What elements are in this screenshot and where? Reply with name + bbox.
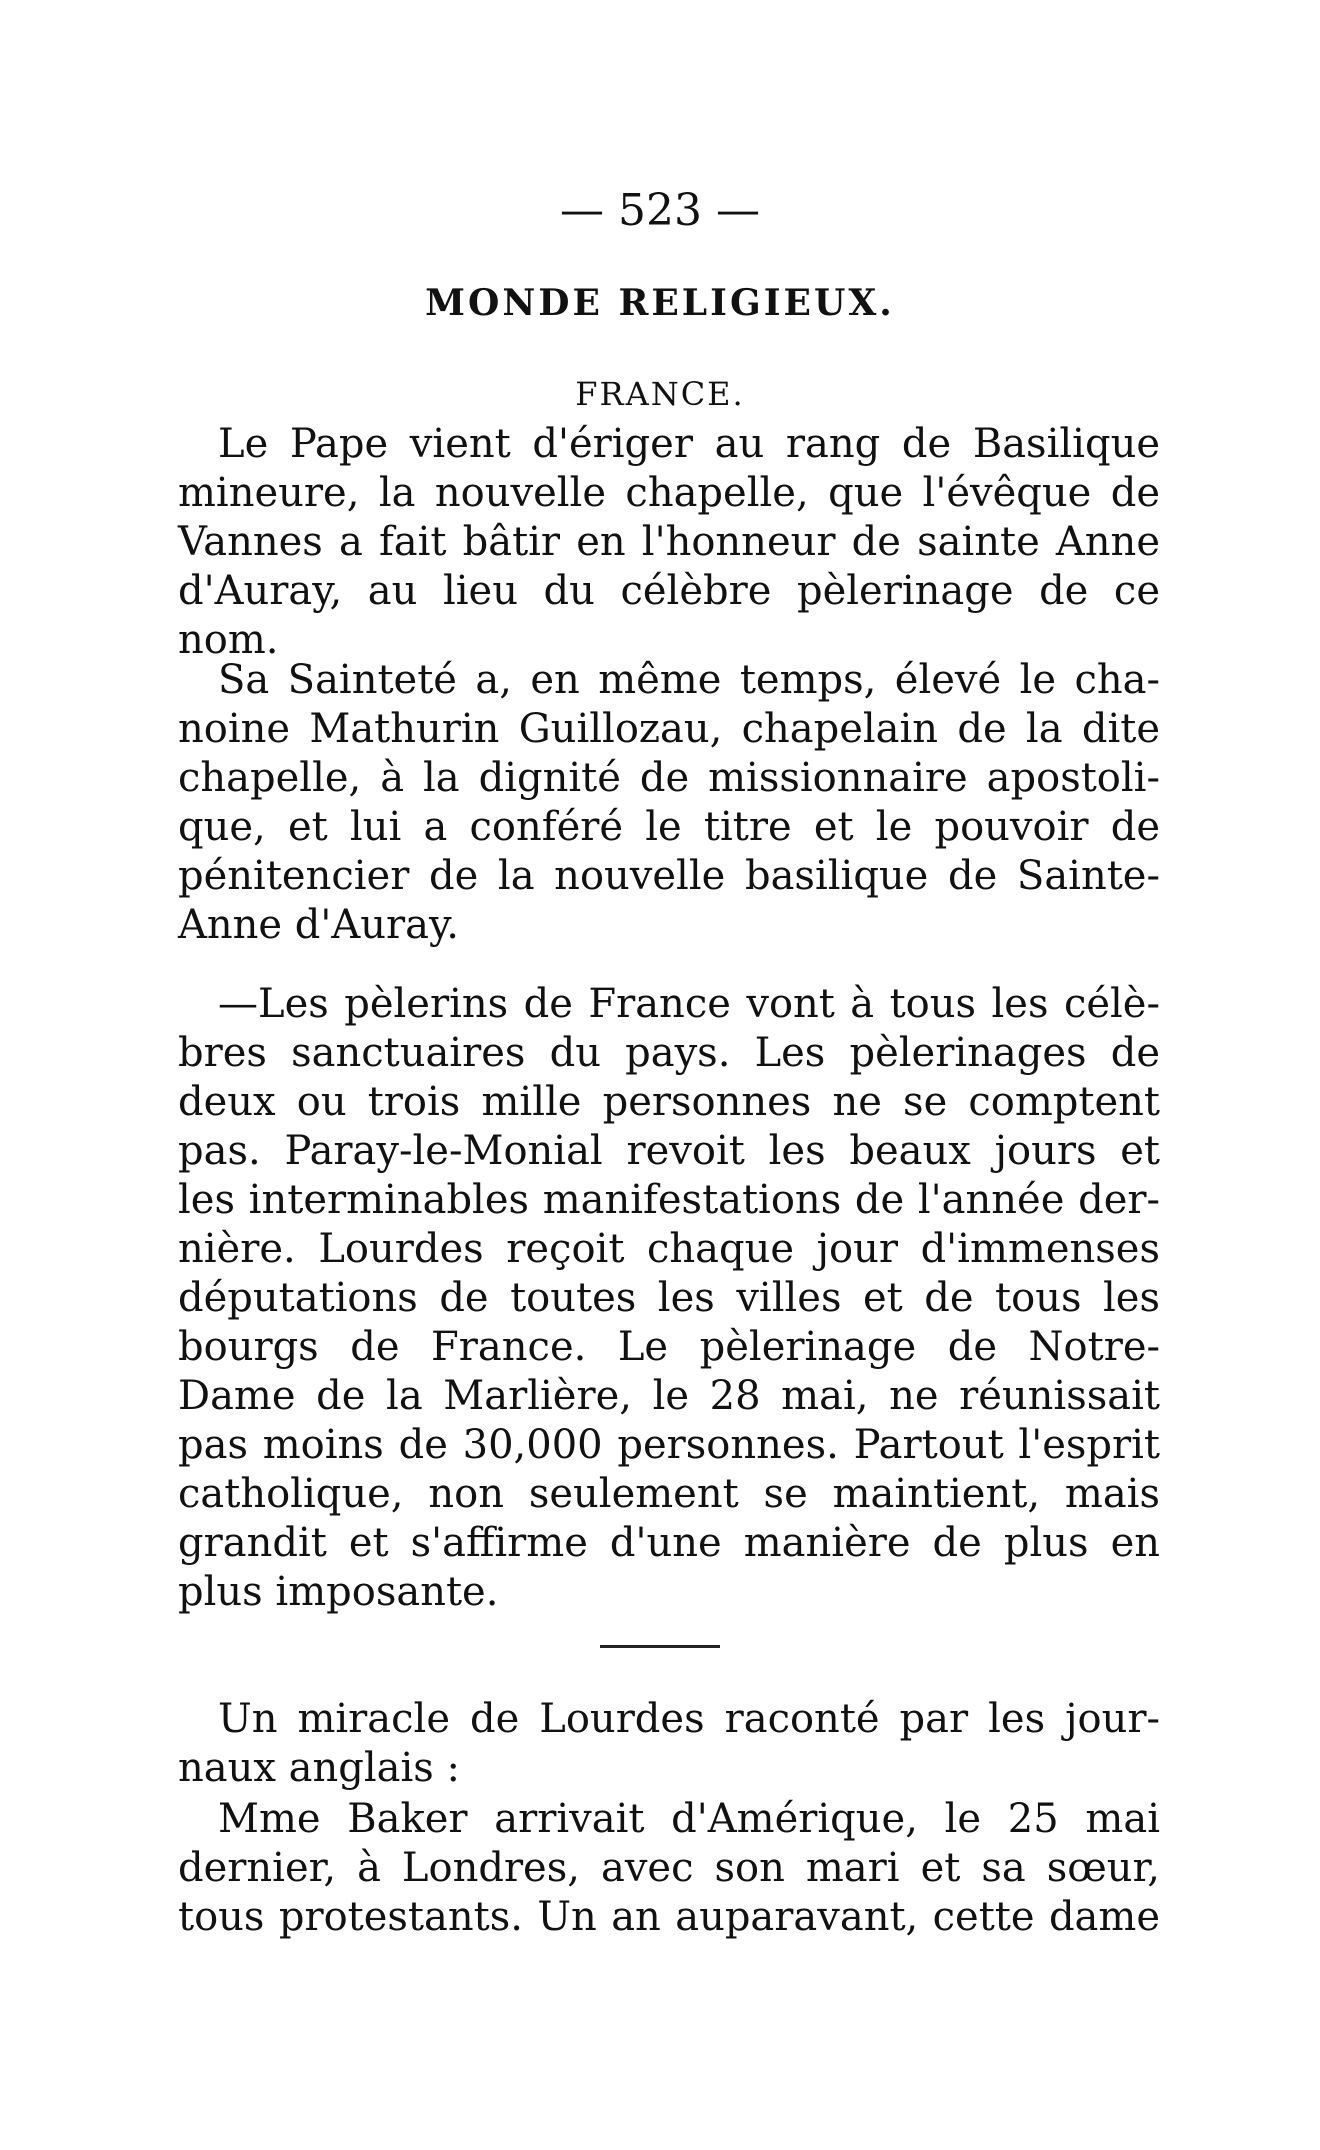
- text-line: bourgs de France. Le pèlerinage de Notre-: [178, 1324, 1160, 1370]
- text-line: les interminables manifestations de l'année der-: [178, 1177, 1160, 1223]
- text-line: Dame de la Marlière, le 28 mai, ne réunissait: [178, 1373, 1160, 1419]
- text-line: nom.: [178, 617, 279, 663]
- section-separator-rule: [600, 1645, 720, 1648]
- paragraph-basilique: [178, 420, 1160, 665]
- subheading-france: FRANCE.: [575, 375, 745, 413]
- text-line: catholique, non seulement se maintient, mais: [178, 1471, 1160, 1517]
- page-number: — 523 —: [560, 185, 760, 236]
- paragraph-pelerins: [178, 980, 1160, 1617]
- section-heading: MONDE RELIGIEUX.: [425, 282, 895, 324]
- text-line: —Les pèlerins de France vont à tous les célè-: [218, 981, 1160, 1027]
- paragraph-chanoine: [178, 656, 1160, 950]
- text-line: mineure, la nouvelle chapelle, que l'évêque de: [178, 470, 1160, 516]
- text-line: députations de toutes les villes et de tous les: [178, 1275, 1160, 1321]
- text-line: noine Mathurin Guillozau, chapelain de la dite: [178, 706, 1160, 752]
- text-line: Mme Baker arrivait d'Amérique, le 25 mai: [218, 1796, 1160, 1842]
- text-line: Sa Sainteté a, en même temps, élevé le cha-: [218, 657, 1160, 703]
- text-line: chapelle, à la dignité de missionnaire apostoli-: [178, 755, 1160, 801]
- text-line: nière. Lourdes reçoit chaque jour d'immenses: [178, 1226, 1160, 1272]
- text-line: plus imposante.: [178, 1569, 499, 1615]
- text-line: Vannes a fait bâtir en l'honneur de sainte Anne: [178, 519, 1160, 565]
- text-line: d'Auray, au lieu du célèbre pèlerinage de ce: [178, 568, 1160, 614]
- text-line: que, et lui a conféré le titre et le pouvoir de: [178, 804, 1160, 850]
- text-line: dernier, à Londres, avec son mari et sa sœur,: [178, 1845, 1160, 1891]
- text-line: deux ou trois mille personnes ne se comptent: [178, 1079, 1160, 1125]
- text-line: Anne d'Auray.: [178, 902, 460, 948]
- text-line: pas. Paray-le-Monial revoit les beaux jours et: [178, 1128, 1160, 1174]
- text-line: bres sanctuaires du pays. Les pèlerinages de: [178, 1030, 1160, 1076]
- text-line: tous protestants. Un an auparavant, cette dame: [178, 1894, 1160, 1940]
- text-line: pénitencier de la nouvelle basilique de Sainte-: [178, 853, 1160, 899]
- paragraph-mme-baker: [178, 1795, 1160, 1942]
- text-line: naux anglais :: [178, 1745, 461, 1791]
- text-line: Le Pape vient d'ériger au rang de Basilique: [218, 421, 1160, 467]
- paragraph-miracle-intro: [178, 1695, 1160, 1793]
- text-line: Un miracle de Lourdes raconté par les jour-: [218, 1696, 1160, 1742]
- text-line: pas moins de 30,000 personnes. Partout l'esprit: [178, 1422, 1160, 1468]
- text-line: grandit et s'affirme d'une manière de plus en: [178, 1520, 1160, 1566]
